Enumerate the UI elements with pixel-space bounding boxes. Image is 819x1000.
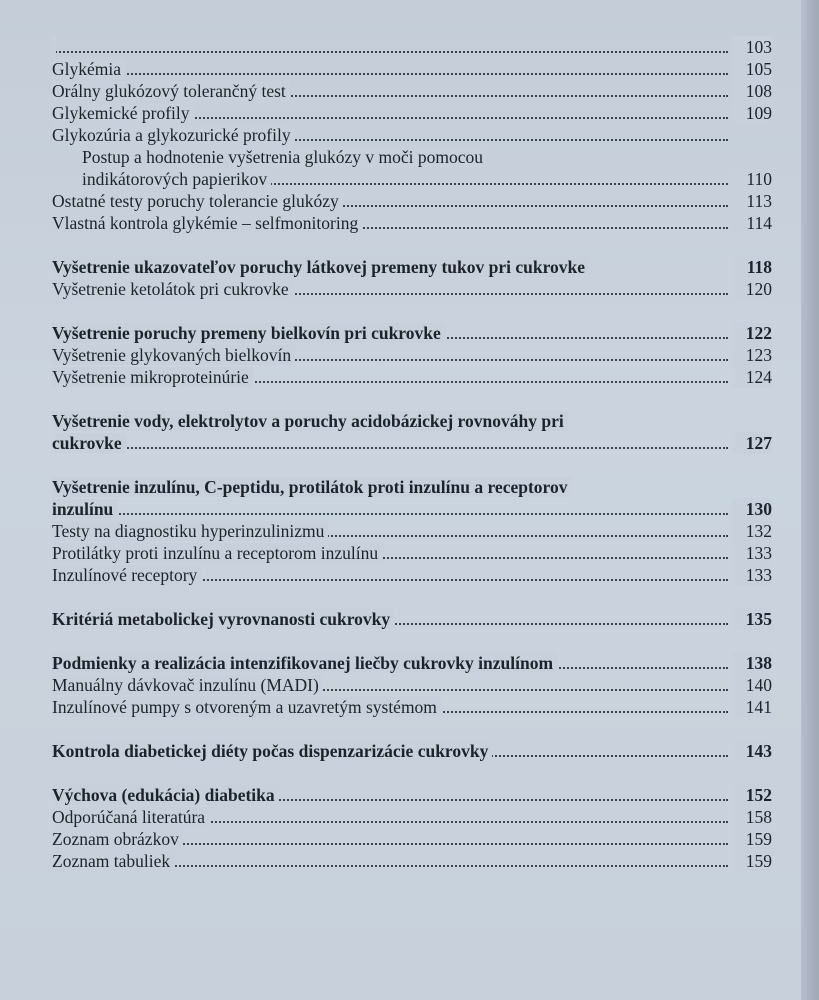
toc-entry xyxy=(52,80,772,102)
toc-entry-title-text: Zoznam tabuliek xyxy=(52,851,174,871)
toc-entry-page: 159 xyxy=(732,850,772,872)
toc-entry-page: 133 xyxy=(732,542,772,564)
toc-entry-title-text: Testy na diagnostiku hyperinzulinizmu xyxy=(52,521,328,541)
toc-entry xyxy=(52,740,772,762)
toc-entry xyxy=(52,784,772,806)
toc-entry xyxy=(52,850,772,872)
toc-entry-title xyxy=(52,674,323,696)
toc-entry-title xyxy=(82,168,271,190)
toc-entry-title-text: Postup a hodnotenie vyšetrenia glukózy v moči pomocou xyxy=(82,147,487,167)
toc-entry-title-text: Glykemické profily xyxy=(52,103,194,123)
toc-entry-title-text: Glykémia xyxy=(52,59,125,79)
toc-entry-title xyxy=(52,344,295,366)
toc-entry-title-text: Vyšetrenie poruchy premeny bielkovín pri cukrovke xyxy=(52,323,445,343)
toc-entry-title xyxy=(52,212,362,234)
section-gap xyxy=(52,454,772,476)
toc-entry-title xyxy=(52,652,557,674)
toc-entry xyxy=(52,410,772,432)
toc-entry xyxy=(52,696,772,718)
toc-entry-page: 143 xyxy=(732,740,772,762)
toc-entry-title xyxy=(52,696,441,718)
dot-leader xyxy=(52,73,728,75)
toc-entry-title-text: Vyšetrenie vody, elektrolytov a poruchy acidobázickej rovnováhy pri xyxy=(52,411,568,431)
toc-entry-page: 130 xyxy=(732,498,772,520)
table-of-contents xyxy=(52,36,772,872)
toc-entry-title-text: Vlastná kontrola glykémie – selfmonitoring xyxy=(52,213,362,233)
toc-entry-title xyxy=(52,36,56,58)
toc-entry-title xyxy=(52,256,589,278)
toc-entry-page: 110 xyxy=(732,168,772,190)
toc-entry-page: 103 xyxy=(732,36,772,58)
toc-entry-title xyxy=(52,498,117,520)
toc-entry-title xyxy=(52,850,174,872)
toc-entry-title xyxy=(52,190,343,212)
toc-entry-title-text: Výchova (edukácia) diabetika xyxy=(52,785,279,805)
toc-entry xyxy=(52,322,772,344)
toc-entry-title-text: Vyšetrenie inzulínu, C-peptidu, protilátok proti inzulínu a receptorov xyxy=(52,477,572,497)
toc-entry-page: 140 xyxy=(732,674,772,696)
section-gap xyxy=(52,718,772,740)
toc-entry-title-text: Inzulínové receptory xyxy=(52,565,201,585)
toc-entry xyxy=(52,256,772,278)
toc-entry-title xyxy=(52,58,125,80)
toc-entry-page: 105 xyxy=(732,58,772,80)
toc-entry xyxy=(52,366,772,388)
toc-entry xyxy=(52,542,772,564)
toc-entry-title-text: Manuálny dávkovač inzulínu (MADI) xyxy=(52,675,323,695)
toc-entry-title-text: cukrovke xyxy=(52,433,126,453)
toc-entry xyxy=(52,278,772,300)
page-edge xyxy=(801,0,819,1000)
toc-entry-title xyxy=(52,80,290,102)
toc-entry-title xyxy=(52,740,492,762)
toc-entry-page: 123 xyxy=(732,344,772,366)
section-gap xyxy=(52,388,772,410)
toc-entry-title-text xyxy=(52,37,56,57)
toc-entry xyxy=(52,146,772,168)
toc-entry-page: 159 xyxy=(732,828,772,850)
toc-entry-title xyxy=(52,542,382,564)
toc-entry-page: 135 xyxy=(732,608,772,630)
toc-entry-title-text: Kritériá metabolickej vyrovnanosti cukrovky xyxy=(52,609,394,629)
toc-entry-title-text: Vyšetrenie mikroproteinúrie xyxy=(52,367,253,387)
dot-leader xyxy=(52,447,728,449)
section-gap xyxy=(52,234,772,256)
section-gap xyxy=(52,630,772,652)
toc-entry xyxy=(52,124,772,146)
toc-entry-title-text: Orálny glukózový tolerančný test xyxy=(52,81,290,101)
toc-entry-title-text: Zoznam obrázkov xyxy=(52,829,183,849)
section-gap xyxy=(52,300,772,322)
toc-entry-title-text: Inzulínové pumpy s otvoreným a uzavretým systémom xyxy=(52,697,441,717)
toc-entry-page: 124 xyxy=(732,366,772,388)
toc-entry xyxy=(52,498,772,520)
toc-entry-page: 122 xyxy=(732,322,772,344)
toc-entry-page: 118 xyxy=(732,256,772,278)
toc-entry-page: 127 xyxy=(732,432,772,454)
toc-entry-title-text: Kontrola diabetickej diéty počas dispenzarizácie cukrovky xyxy=(52,741,492,761)
toc-entry-page: 152 xyxy=(732,784,772,806)
toc-entry-page: 108 xyxy=(732,80,772,102)
toc-entry xyxy=(52,608,772,630)
toc-entry-title-text: Vyšetrenie ukazovateľov poruchy látkovej premeny tukov pri cukrovke xyxy=(52,257,589,277)
toc-entry xyxy=(52,58,772,80)
toc-entry-title xyxy=(82,146,487,168)
toc-entry-title-text: inzulínu xyxy=(52,499,117,519)
toc-entry xyxy=(52,102,772,124)
toc-entry-title xyxy=(52,828,183,850)
toc-entry xyxy=(52,806,772,828)
toc-entry xyxy=(52,674,772,696)
toc-entry-page: 109 xyxy=(732,102,772,124)
toc-entry xyxy=(52,212,772,234)
toc-entry-title xyxy=(52,278,293,300)
toc-entry-title-text: Vyšetrenie glykovaných bielkovín xyxy=(52,345,295,365)
toc-entry-page: 114 xyxy=(732,212,772,234)
toc-entry-page: 113 xyxy=(732,190,772,212)
toc-entry xyxy=(52,652,772,674)
toc-entry-title-text: Podmienky a realizácia intenzifikovanej liečby cukrovky inzulínom xyxy=(52,653,557,673)
toc-entry-title xyxy=(52,102,194,124)
section-gap xyxy=(52,586,772,608)
toc-entry-title xyxy=(52,476,572,498)
toc-entry-title-text: Glykozúria a glykozurické profily xyxy=(52,125,295,145)
toc-entry-page: 138 xyxy=(732,652,772,674)
toc-entry-title xyxy=(52,564,201,586)
toc-entry xyxy=(52,168,772,190)
section-gap xyxy=(52,762,772,784)
toc-entry-title xyxy=(52,432,126,454)
toc-entry-title-text: indikátorových papierikov xyxy=(82,169,271,189)
toc-entry-title xyxy=(52,608,394,630)
toc-entry-title-text: Ostatné testy poruchy tolerancie glukózy xyxy=(52,191,343,211)
toc-entry-title xyxy=(52,124,295,146)
toc-entry-title-text: Vyšetrenie ketolátok pri cukrovke xyxy=(52,279,293,299)
dot-leader xyxy=(52,51,728,53)
toc-entry xyxy=(52,190,772,212)
toc-entry-page: 158 xyxy=(732,806,772,828)
toc-entry-title-text: Protilátky proti inzulínu a receptorom inzulínu xyxy=(52,543,382,563)
toc-entry-title xyxy=(52,366,253,388)
toc-entry-title-text: Odporúčaná literatúra xyxy=(52,807,209,827)
toc-entry xyxy=(52,828,772,850)
toc-entry xyxy=(52,476,772,498)
toc-entry-page: 132 xyxy=(732,520,772,542)
toc-entry-title xyxy=(52,520,328,542)
dot-leader xyxy=(52,513,728,515)
toc-entry-page: 120 xyxy=(732,278,772,300)
toc-entry xyxy=(52,36,772,58)
toc-entry xyxy=(52,344,772,366)
toc-entry-page: 141 xyxy=(732,696,772,718)
toc-entry-page: 133 xyxy=(732,564,772,586)
toc-entry-title xyxy=(52,410,568,432)
toc-entry-title xyxy=(52,784,279,806)
toc-entry xyxy=(52,520,772,542)
toc-entry-title xyxy=(52,806,209,828)
toc-entry-title xyxy=(52,322,445,344)
toc-entry xyxy=(52,432,772,454)
toc-entry xyxy=(52,564,772,586)
